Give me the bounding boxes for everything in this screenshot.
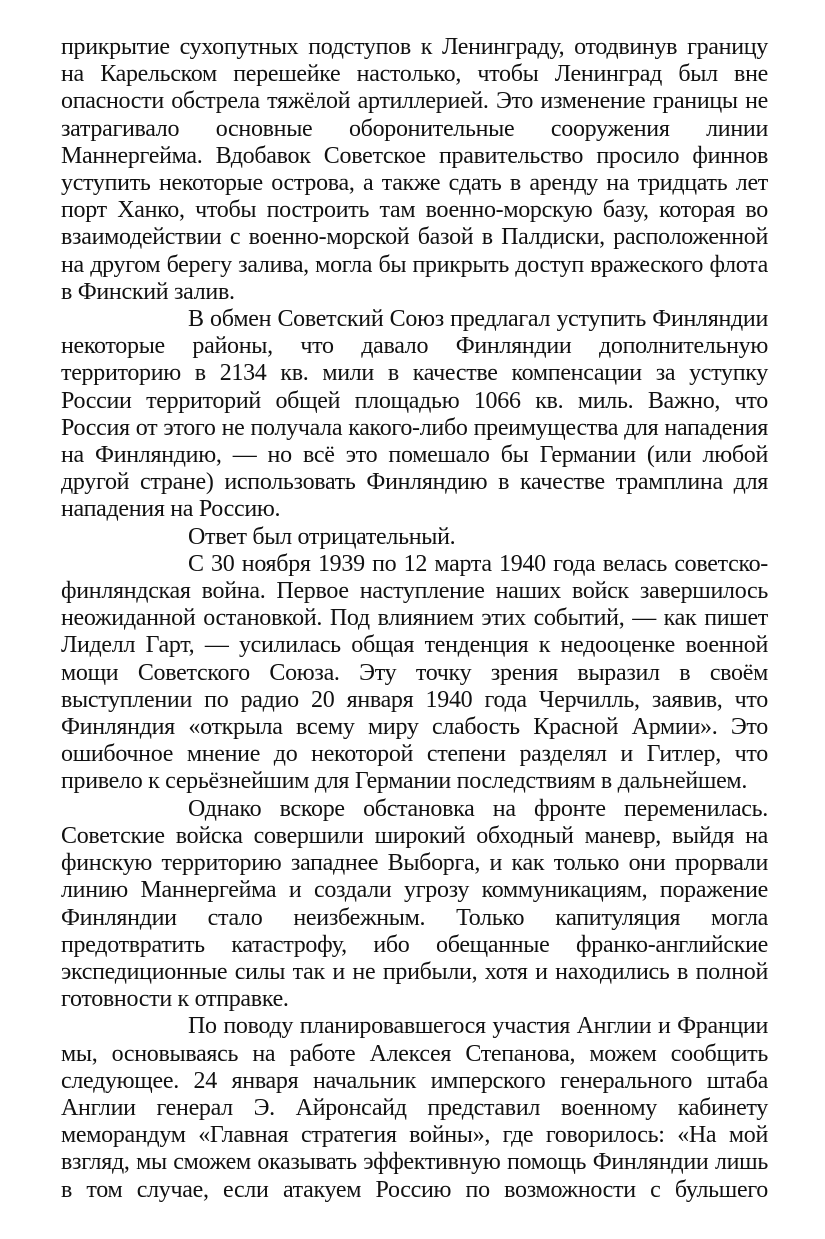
paragraph-6: По поводу планировавшегося участия Англии и Франции мы, основываясь на работе Алексея Степанова, можем сообщить следующее. 24 января начальник имперского генерального штаба Англии генерал Э. Айронсайд представил военному кабинету меморандум «Главная стратегия войны», где говорилось: «На мой взгляд, мы сможем оказывать эффективную помощь Финляндии лишь в том случае, если атакуем Россию по возможности с бульшего bbox=[61, 1013, 768, 1203]
paragraph-5: Однако вскоре обстановка на фронте переменилась. Советские войска совершили широкий обходный маневр, выйдя на финскую территорию западнее Выборга, и как только они прорвали линию Маннергейма и создали угрозу коммуникациям, поражение Финляндии стало неизбежным. Только капитуляция могла предотвратить катастрофу, ибо обещанные франко-английские экспедиционные силы так и не прибыли, хотя и находились в полной готовности к отправке. bbox=[61, 795, 768, 1013]
document-body bbox=[61, 34, 768, 1204]
paragraph-4: С 30 ноября 1939 по 12 марта 1940 года велась советско-финляндская война. Первое наступление наших войск завершилось неожиданной остановкой. Под влиянием этих событий, — как пишет Лиделл Гарт, — усилилась общая тенденция к недооценке военной мощи Советского Союза. Эту точку зрения выразил в своём выступлении по радио 20 января 1940 года Черчилль, заявив, что Финляндия «открыла всему миру слабость Красной Армии». Это ошибочное мнение до некоторой степени разделял и Гитлер, что привело к серьёзнейшим для Германии последствиям в дальнейшем. bbox=[61, 550, 768, 795]
paragraph-3: Ответ был отрицательный. bbox=[188, 523, 456, 550]
paragraph-1: прикрытие сухопутных подступов к Ленинграду, отодвинув границу на Карельском перешейке настолько, чтобы Ленинград был вне опасности обстрела тяжёлой артиллерией. Это изменение границы не затрагивало основные оборонительные сооружения линии Маннергейма. Вдобавок Советское правительство просило финнов уступить некоторые острова, а также сдать в аренду на тридцать лет порт Ханко, чтобы построить там военно-морскую базу, которая во взаимодействии с военно-морской базой в Палдиски, расположенной на другом берегу залива, могла бы прикрыть доступ вражеского флота в Финский залив. bbox=[61, 34, 768, 305]
paragraph-2: В обмен Советский Союз предлагал уступить Финляндии некоторые районы, что давало Финляндии дополнительную территорию в 2134 кв. мили в качестве компенсации за уступку России территорий общей площадью 1066 кв. миль. Важно, что Россия от этого не получала какого-либо преимущества для нападения на Финляндию, — но всё это помешало бы Германии (или любой другой стране) использовать Финляндию в качестве трамплина для нападения на Россию. bbox=[61, 306, 768, 523]
